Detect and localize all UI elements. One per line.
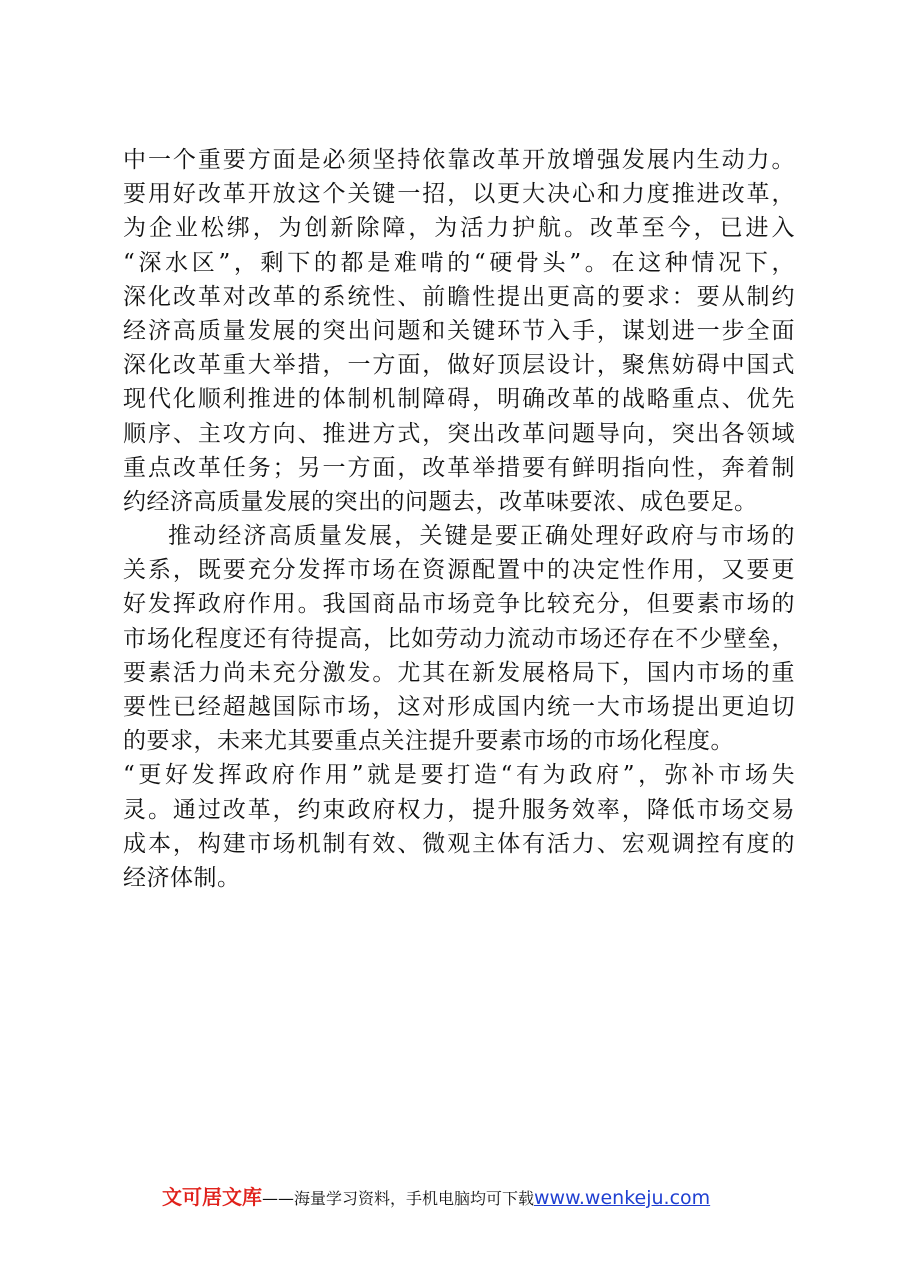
text-line: 现代化顺利推进的体制机制障碍，明确改革的战略重点、优先 [123,386,795,413]
text-line: 关系，既要充分发挥市场在资源配置中的决定性作用，又要更 [123,557,795,584]
footer-tagline: ——海量学习资料，手机电脑均可下载 [262,1189,535,1208]
text-line: 好发挥政府作用。我国商品市场竞争比较充分，但要素市场的 [123,591,795,618]
text-line: 推动经济高质量发展，关键是要正确处理好政府与市场的 [168,523,795,550]
text-line: “更好发挥政府作用”就是要打造“有为政府”，弥补市场失 [123,762,795,789]
text-line: 为企业松绑，为创新除障，为活力护航。改革至今，已进入 [123,215,795,242]
text-line: 市场化程度还有待提高，比如劳动力流动市场还存在不少壁垒， [123,625,795,652]
text-line: “深水区”，剩下的都是难啃的“硬骨头”。在这种情况下， [123,249,795,276]
text-line: 经济高质量发展的突出问题和关键环节入手，谋划进一步全面 [123,317,795,344]
text-line: 顺序、主攻方向、推进方式，突出改革问题导向，突出各领域 [123,420,795,447]
text-line: 中一个重要方面是必须坚持依靠改革开放增强发展内生动力。 [123,147,795,173]
text-line: 要性已经超越国际市场，这对形成国内统一大市场提出更迫切 [123,694,795,720]
text-line: 灵。通过改革，约束政府权力，提升服务效率，降低市场交易 [123,796,795,823]
footer-brand: 文可居文库 [162,1185,262,1209]
text-line: 成本，构建市场机制有效、微观主体有活力、宏观调控有度的 [123,830,795,857]
paragraph-1 [123,143,795,519]
text-line: 重点改革任务；另一方面，改革举措要有鲜明指向性，奔着制 [123,454,795,481]
text-line: 要素活力尚未充分激发。尤其在新发展格局下，国内市场的重 [123,659,795,686]
text-line: 要用好改革开放这个关键一招，以更大决心和力度推进改革， [123,181,795,208]
text-line: 深化改革重大举措，一方面，做好顶层设计，聚焦妨碍中国式 [123,352,795,379]
paragraph-2 [123,519,795,895]
footer-url-link[interactable]: www.wenkeju.com [534,1187,711,1209]
text-line: 经济体制。 [123,864,241,891]
footer-banner [162,1180,710,1214]
document-body [123,143,795,895]
text-line: 深化改革对改革的系统性、前瞻性提出更高的要求：要从制约 [123,283,795,310]
text-line: 的要求，未来尤其要重点关注提升要素市场的市场化程度。 [123,728,734,755]
text-line: 约经济高质量发展的突出的问题去，改革味要浓、成色要足。 [123,488,758,515]
